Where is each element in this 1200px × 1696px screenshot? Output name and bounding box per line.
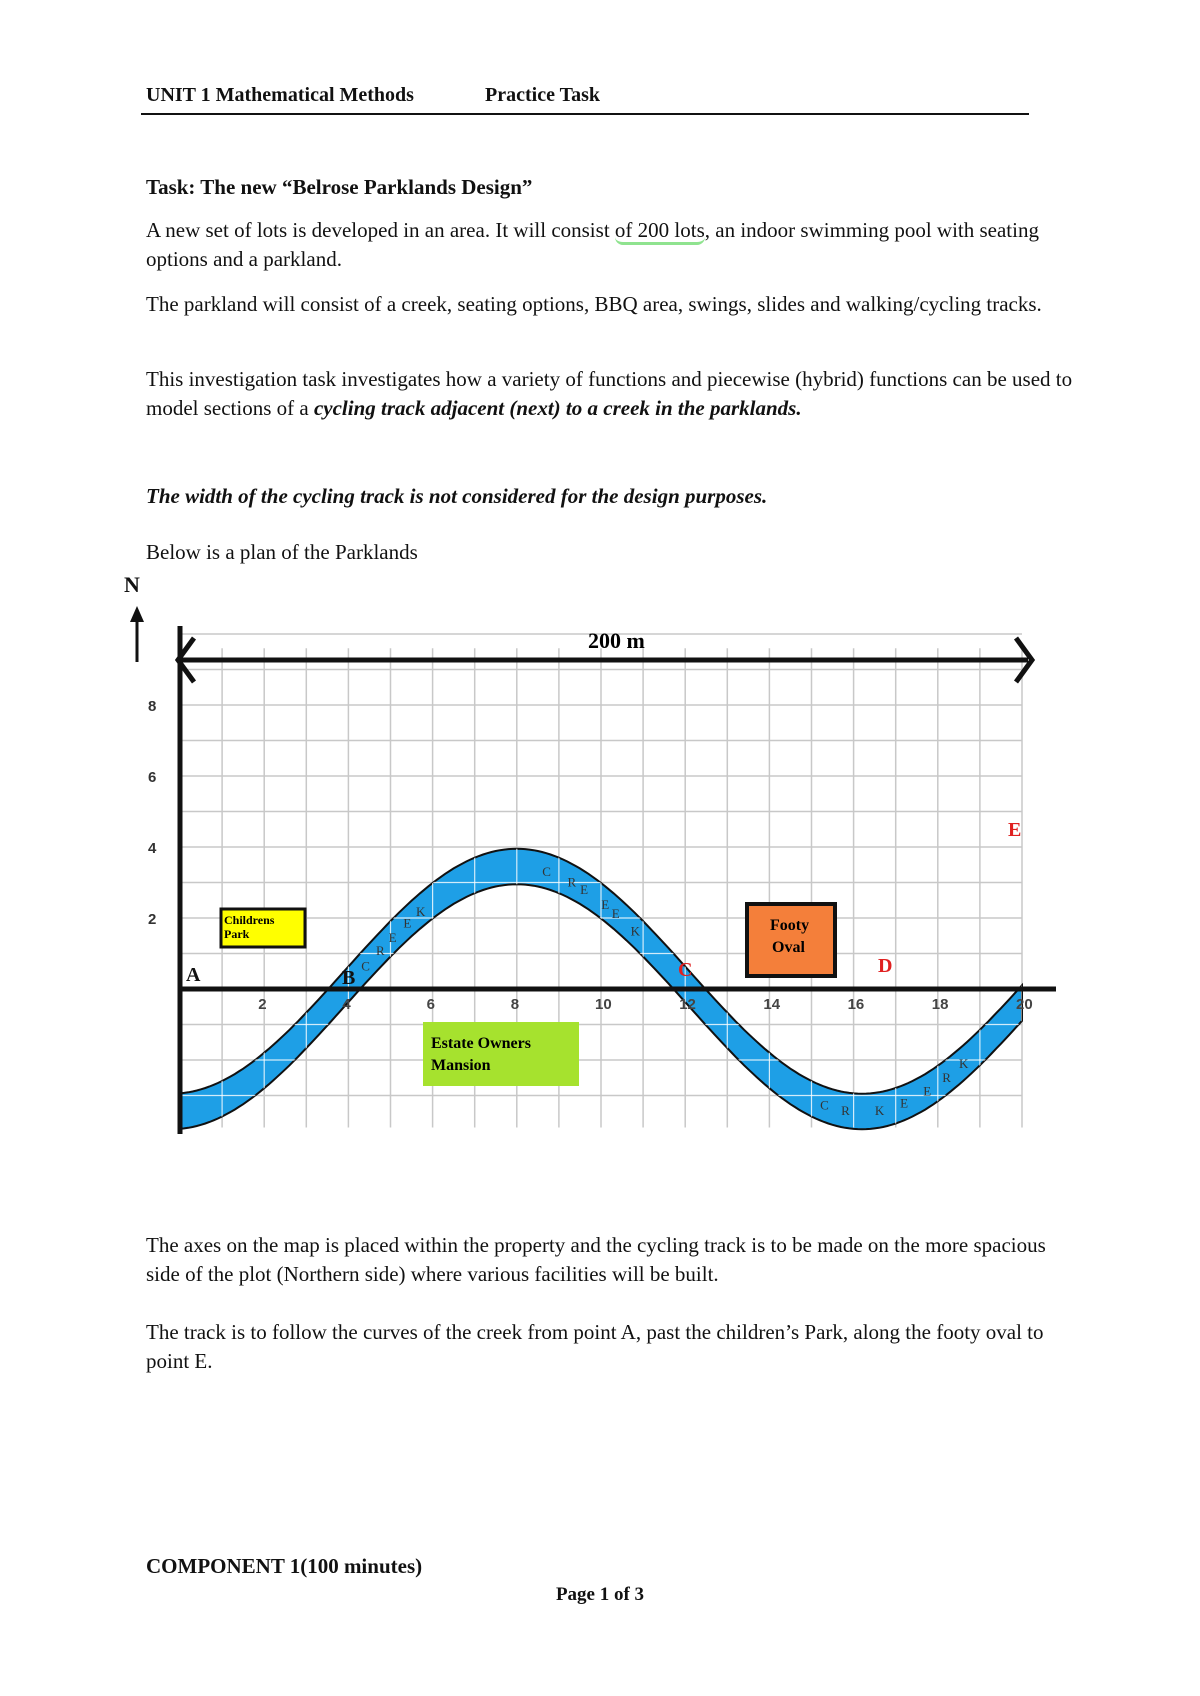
header-rule (141, 113, 1029, 115)
paragraph-lots (146, 216, 1076, 274)
y-tick-label: 6 (148, 769, 157, 786)
y-tick-labels (148, 698, 157, 928)
text-run: , an indoor swimming pool with seating options and a parkland. (146, 218, 1039, 271)
y-tick-label: 8 (148, 698, 157, 715)
creek-letter: R (942, 1070, 951, 1086)
childrens-park-label-2: Park (224, 927, 250, 941)
x-tick-label: 2 (258, 996, 267, 1013)
estate-owners-mansion (423, 1022, 579, 1086)
x-tick-labels (258, 996, 1032, 1013)
oval-label-2: Oval (772, 939, 805, 956)
point-a: A (186, 964, 201, 986)
y-tick-label: 4 (148, 840, 157, 857)
creek-letter: E (900, 1095, 909, 1111)
header-unit: UNIT 1 Mathematical Methods (146, 84, 414, 106)
x-tick-label: 8 (510, 996, 520, 1013)
north-arrow-icon (130, 606, 144, 662)
parklands-map (120, 596, 1080, 1156)
creek-letter: E (923, 1083, 932, 1099)
paragraph-axes: The axes on the map is placed within the property and the cycling track is to be made on the more spacious side of the plot (Northern side) where various facilities will be built. (146, 1233, 1046, 1286)
text-run: A new set of lots is developed in an area. It will consist (146, 218, 615, 242)
creek-letter: K (959, 1056, 969, 1072)
creek-letter: C (361, 958, 370, 974)
creek-letter: R (841, 1103, 850, 1119)
creek-letter: E (601, 897, 610, 913)
header-task-type: Practice Task (485, 84, 600, 106)
creek-letter: K (630, 923, 641, 939)
creek-letter: R (375, 942, 385, 958)
creek-letter: C (542, 863, 551, 879)
point-e: E (1008, 819, 1022, 841)
emphasis-text: cycling track adjacent (next) to a creek in the parklands. (313, 396, 802, 420)
point-d: D (878, 955, 893, 977)
x-tick-label: 16 (847, 996, 865, 1013)
y-tick-label: 2 (148, 911, 157, 928)
map-grid (180, 634, 1022, 1127)
paragraph-parkland: The parkland will consist of a creek, seating options, BBQ area, swings, slides and walking/cycling tracks. (146, 292, 1042, 316)
x-tick-label: 6 (426, 996, 435, 1013)
x-tick-label: 20 (1016, 996, 1033, 1013)
point-b: B (342, 967, 356, 989)
paragraph-plan-intro: Below is a plan of the Parklands (146, 540, 418, 564)
creek-letter: K (874, 1103, 885, 1119)
creek-letter: R (567, 874, 577, 890)
childrens-park-label-1: Childrens (224, 913, 275, 927)
creek-letter: E (580, 881, 589, 897)
creek-letter: K (415, 904, 426, 920)
paragraph-track: The track is to follow the curves of the creek from point A, past the children’s Park, along the footy oval to point E. (146, 1320, 1044, 1373)
creek-letter: C (820, 1097, 829, 1113)
x-tick-label: 4 (342, 996, 351, 1013)
x-tick-label: 18 (931, 996, 949, 1013)
creek-letter: E (611, 905, 620, 921)
x-tick-label: 14 (763, 996, 781, 1013)
mansion-label-2: Mansion (431, 1057, 491, 1074)
x-tick-label: 12 (679, 996, 696, 1013)
component-heading: COMPONENT 1(100 minutes) (146, 1554, 423, 1578)
north-label: N (124, 572, 140, 597)
point-c: C (678, 959, 693, 981)
creek-letter: E (403, 915, 412, 931)
paragraph-investigation (146, 365, 1076, 423)
task-title: Task: The new “Belrose Parklands Design” (146, 175, 533, 199)
oval-label-1: Footy (770, 917, 810, 934)
highlighted-text: of 200 lots (615, 218, 705, 245)
text-run: This investigation task investigates how a variety of functions and piecewise (hybrid) functions can be used to model sections of a (146, 367, 1073, 420)
page-number: Page 1 of 3 (555, 1584, 645, 1605)
paragraph-width-note: The width of the cycling track is not considered for the design purposes. (146, 484, 768, 508)
x-tick-label: 10 (595, 996, 612, 1013)
width-label: 200 m (588, 628, 645, 653)
creek-letter: E (388, 929, 397, 945)
mansion-label-1: Estate Owners (431, 1035, 531, 1052)
